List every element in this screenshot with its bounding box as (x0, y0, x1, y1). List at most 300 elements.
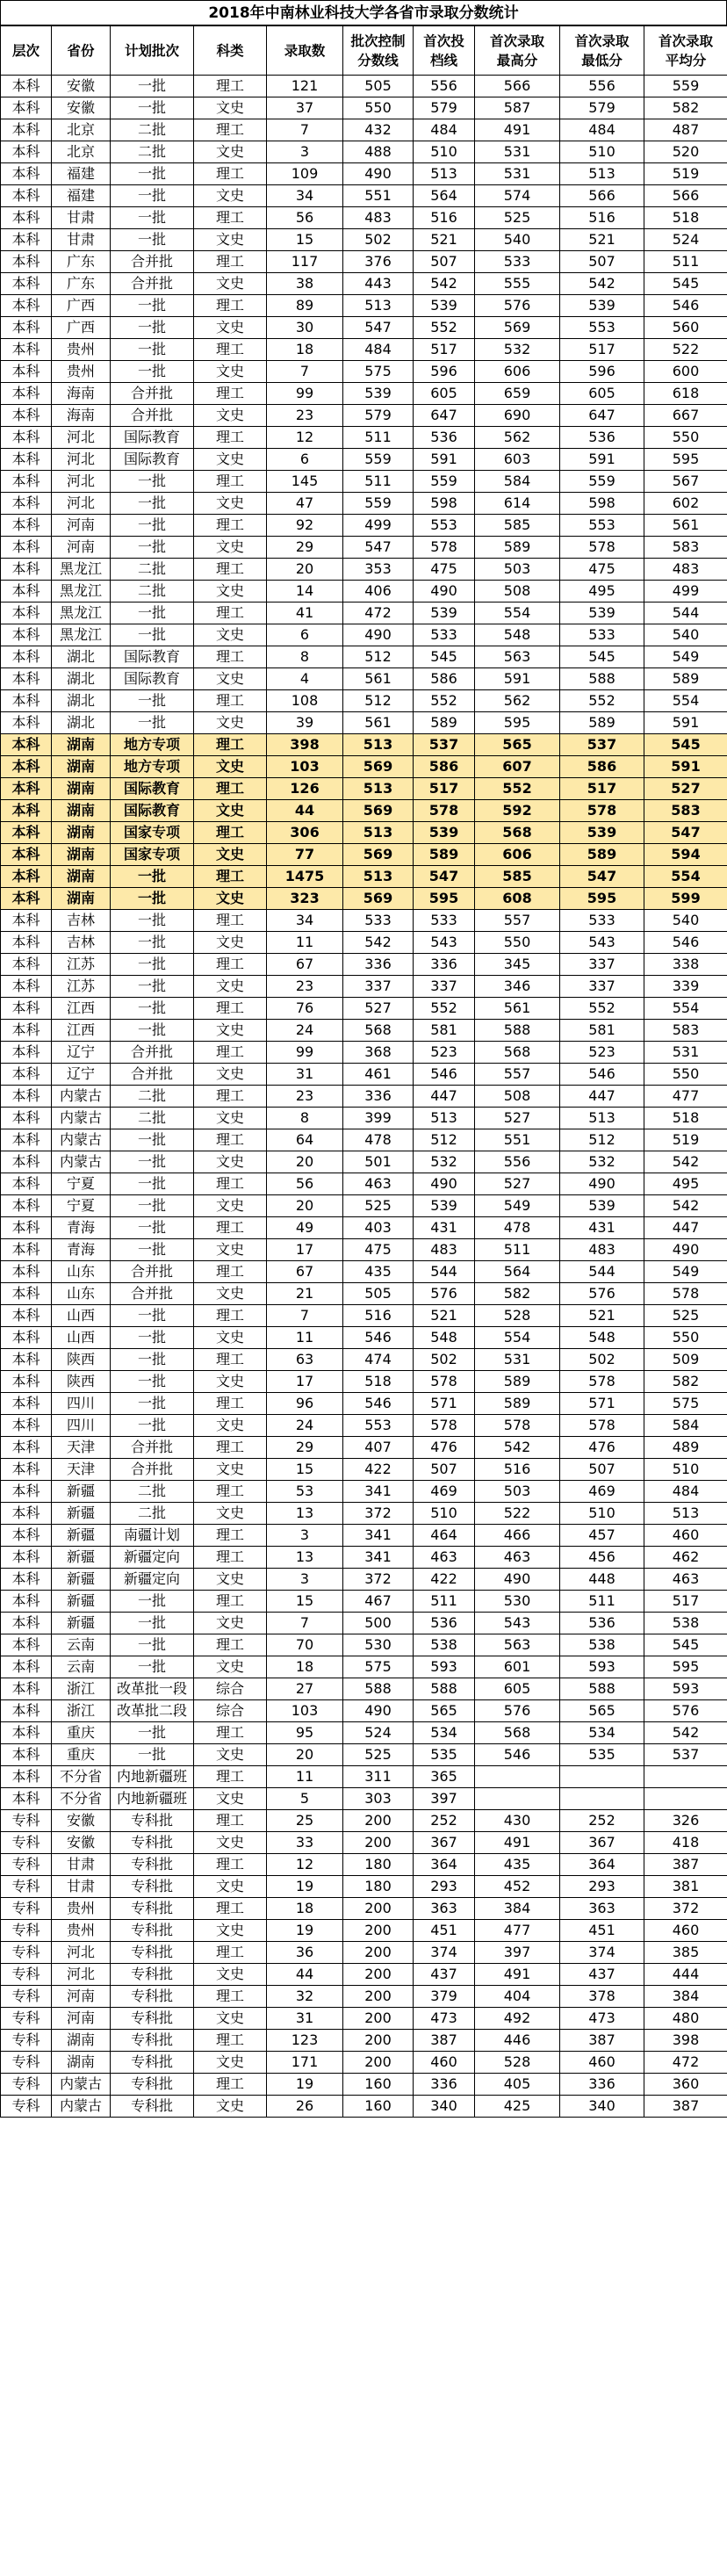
table-cell: 合并批 (111, 251, 194, 273)
table-cell: 533 (343, 910, 414, 932)
table-cell: 一批 (111, 998, 194, 1020)
table-cell: 507 (560, 1459, 644, 1481)
table-cell: 本科 (1, 559, 52, 581)
table-cell: 1475 (267, 866, 343, 888)
table-cell: 吉林 (52, 910, 111, 932)
table-cell: 591 (475, 668, 560, 690)
table-cell: 407 (343, 1437, 414, 1459)
table-cell: 本科 (1, 185, 52, 207)
table-cell: 理工 (194, 603, 267, 624)
table-row (1, 1832, 727, 1854)
table-row (1, 1656, 727, 1678)
table-cell: 19 (267, 1876, 343, 1898)
table-cell: 578 (414, 800, 475, 822)
table-row (1, 581, 727, 603)
table-cell: 贵州 (52, 361, 111, 383)
table-cell: 600 (644, 361, 727, 383)
table-cell: 520 (644, 141, 727, 163)
table-cell: 475 (343, 1239, 414, 1261)
table-cell: 491 (475, 119, 560, 141)
table-cell: 本科 (1, 1700, 52, 1722)
table-row (1, 668, 727, 690)
table-cell: 一批 (111, 317, 194, 339)
table-cell: 本科 (1, 207, 52, 229)
table-cell: 376 (343, 251, 414, 273)
table-cell: 湖南 (52, 2030, 111, 2052)
column-header: 计划批次 (111, 26, 194, 76)
table-cell: 四川 (52, 1415, 111, 1437)
table-cell: 一批 (111, 515, 194, 537)
table-cell: 专科批 (111, 1832, 194, 1854)
table-cell: 483 (414, 1239, 475, 1261)
table-cell: 589 (644, 668, 727, 690)
table-cell: 本科 (1, 317, 52, 339)
table-cell: 566 (644, 185, 727, 207)
table-cell: 200 (343, 1920, 414, 1942)
table-cell: 477 (475, 1920, 560, 1942)
table-cell: 本科 (1, 471, 52, 493)
table-cell: 568 (343, 1020, 414, 1042)
table-cell: 518 (644, 1108, 727, 1129)
table-cell: 579 (343, 405, 414, 427)
table-row (1, 1393, 727, 1415)
table-row (1, 1481, 727, 1503)
table-cell: 理工 (194, 339, 267, 361)
table-cell: 15 (267, 229, 343, 251)
table-cell: 578 (560, 800, 644, 822)
table-cell: 本科 (1, 690, 52, 712)
table-cell: 539 (414, 1195, 475, 1217)
table-cell: 一批 (111, 1217, 194, 1239)
table-cell: 27 (267, 1678, 343, 1700)
table-row (1, 2096, 727, 2118)
table-cell: 575 (343, 1656, 414, 1678)
table-cell: 不分省 (52, 1788, 111, 1810)
table-cell: 本科 (1, 141, 52, 163)
table-cell: 490 (343, 624, 414, 646)
table-row (1, 1898, 727, 1920)
table-row (1, 1108, 727, 1129)
table-cell: 467 (343, 1591, 414, 1613)
table-cell: 文史 (194, 537, 267, 559)
table-cell: 559 (560, 471, 644, 493)
table-cell: 内蒙古 (52, 1151, 111, 1173)
table-cell: 539 (414, 822, 475, 844)
table-cell: 湖南 (52, 734, 111, 756)
table-cell: 本科 (1, 1437, 52, 1459)
table-cell: 文史 (194, 1283, 267, 1305)
table-cell: 一批 (111, 932, 194, 954)
table-cell: 理工 (194, 1986, 267, 2008)
table-cell: 二批 (111, 1108, 194, 1129)
table-cell: 568 (475, 1722, 560, 1744)
table-cell: 460 (560, 2052, 644, 2074)
table-cell: 606 (475, 361, 560, 383)
table-cell: 513 (560, 1108, 644, 1129)
table-cell: 文史 (194, 888, 267, 910)
table-cell: 江西 (52, 1020, 111, 1042)
table-cell: 508 (475, 1086, 560, 1108)
table-cell: 本科 (1, 1591, 52, 1613)
table-cell: 384 (644, 1986, 727, 2008)
table-cell: 180 (343, 1876, 414, 1898)
table-row (1, 449, 727, 471)
table-cell: 本科 (1, 449, 52, 471)
table-cell: 123 (267, 2030, 343, 2052)
table-cell: 510 (414, 141, 475, 163)
table-row (1, 1722, 727, 1744)
table-cell: 江西 (52, 998, 111, 1020)
table-cell: 青海 (52, 1239, 111, 1261)
table-cell: 文史 (194, 932, 267, 954)
column-header: 省份 (52, 26, 111, 76)
table-cell: 578 (414, 537, 475, 559)
table-cell: 553 (414, 515, 475, 537)
table-cell: 河南 (52, 537, 111, 559)
table-cell: 160 (343, 2096, 414, 2118)
table-cell: 本科 (1, 866, 52, 888)
table-cell: 专科 (1, 1920, 52, 1942)
table-cell: 海南 (52, 405, 111, 427)
table-cell: 文史 (194, 1832, 267, 1854)
table-cell: 126 (267, 778, 343, 800)
table-cell: 500 (343, 1613, 414, 1634)
table-cell: 浙江 (52, 1700, 111, 1722)
table-cell: 64 (267, 1129, 343, 1151)
table-cell: 200 (343, 2008, 414, 2030)
table-cell: 15 (267, 1591, 343, 1613)
table-cell: 89 (267, 295, 343, 317)
table-cell: 538 (414, 1634, 475, 1656)
table-row (1, 76, 727, 97)
table-cell: 511 (644, 251, 727, 273)
table-cell: 586 (560, 756, 644, 778)
table-cell: 本科 (1, 954, 52, 976)
table-cell: 理工 (194, 1393, 267, 1415)
table-cell: 503 (475, 1481, 560, 1503)
table-cell: 理工 (194, 295, 267, 317)
table-cell: 二批 (111, 119, 194, 141)
table-cell: 160 (343, 2074, 414, 2096)
table-cell: 566 (475, 76, 560, 97)
table-row (1, 559, 727, 581)
table-cell: 地方专项 (111, 756, 194, 778)
table-cell: 17 (267, 1239, 343, 1261)
table-cell: 本科 (1, 976, 52, 998)
table-row (1, 251, 727, 273)
table-row (1, 1415, 727, 1437)
table-cell: 460 (644, 1920, 727, 1942)
table-cell: 文史 (194, 1371, 267, 1393)
table-cell: 549 (644, 1261, 727, 1283)
table-cell: 583 (644, 800, 727, 822)
table-cell: 国际教育 (111, 668, 194, 690)
table-cell: 603 (475, 449, 560, 471)
table-cell: 469 (414, 1481, 475, 1503)
table-cell: 文史 (194, 1459, 267, 1481)
table-cell: 一批 (111, 1327, 194, 1349)
table-cell: 533 (414, 624, 475, 646)
table-cell: 109 (267, 163, 343, 185)
table-cell: 483 (644, 559, 727, 581)
table-cell: 561 (644, 515, 727, 537)
table-cell: 560 (644, 317, 727, 339)
table-cell: 591 (644, 756, 727, 778)
table-row (1, 712, 727, 734)
table-cell: 363 (414, 1898, 475, 1920)
table-cell: 510 (560, 141, 644, 163)
table-cell: 理工 (194, 1898, 267, 1920)
table-cell: 湖北 (52, 646, 111, 668)
table-cell: 本科 (1, 844, 52, 866)
table-cell: 本科 (1, 778, 52, 800)
table-cell: 546 (343, 1393, 414, 1415)
table-cell: 5 (267, 1788, 343, 1810)
table-cell: 489 (644, 1437, 727, 1459)
table-cell: 本科 (1, 1788, 52, 1810)
table-cell: 595 (644, 449, 727, 471)
table-cell: 新疆定向 (111, 1547, 194, 1569)
table-cell: 专科 (1, 1832, 52, 1854)
table-row (1, 1854, 727, 1876)
table-cell: 336 (343, 954, 414, 976)
table-cell: 562 (475, 427, 560, 449)
table-cell: 新疆定向 (111, 1569, 194, 1591)
table-cell: 天津 (52, 1459, 111, 1481)
table-row (1, 185, 727, 207)
table-row (1, 778, 727, 800)
table-cell: 一批 (111, 1020, 194, 1042)
table-cell: 452 (475, 1876, 560, 1898)
table-cell: 539 (560, 1195, 644, 1217)
table-cell: 546 (644, 295, 727, 317)
table-row (1, 1086, 727, 1108)
table-cell: 589 (475, 537, 560, 559)
table-cell: 文史 (194, 1195, 267, 1217)
table-cell: 527 (343, 998, 414, 1020)
table-cell: 合并批 (111, 1437, 194, 1459)
table-cell: 510 (560, 1503, 644, 1525)
table-cell: 446 (475, 2030, 560, 2052)
table-cell: 578 (475, 1415, 560, 1437)
table-cell: 522 (644, 339, 727, 361)
table-cell: 3 (267, 141, 343, 163)
table-cell: 专科批 (111, 2008, 194, 2030)
table-cell: 562 (475, 690, 560, 712)
table-cell: 理工 (194, 2074, 267, 2096)
table-cell: 理工 (194, 1042, 267, 1064)
table-cell (475, 1766, 560, 1788)
table-cell: 一批 (111, 163, 194, 185)
table-cell: 理工 (194, 910, 267, 932)
table-row (1, 1700, 727, 1722)
table-cell: 542 (414, 273, 475, 295)
table-cell: 本科 (1, 1459, 52, 1481)
table-cell: 青海 (52, 1217, 111, 1239)
table-cell: 550 (644, 427, 727, 449)
table-cell: 56 (267, 1173, 343, 1195)
table-cell: 536 (414, 427, 475, 449)
table-cell: 431 (414, 1217, 475, 1239)
table-cell: 591 (644, 712, 727, 734)
table-cell: 530 (475, 1591, 560, 1613)
table-cell: 地方专项 (111, 734, 194, 756)
table-cell: 7 (267, 1305, 343, 1327)
table-row (1, 405, 727, 427)
table-cell: 460 (414, 2052, 475, 2074)
table-cell: 578 (560, 1371, 644, 1393)
table-cell: 新疆 (52, 1503, 111, 1525)
table-cell: 本科 (1, 1613, 52, 1634)
table-cell: 381 (644, 1876, 727, 1898)
table-cell: 582 (475, 1283, 560, 1305)
table-cell: 507 (560, 251, 644, 273)
table-cell: 364 (560, 1854, 644, 1876)
table-cell: 32 (267, 1986, 343, 2008)
table-cell: 552 (414, 690, 475, 712)
table-cell: 509 (644, 1349, 727, 1371)
table-cell: 539 (560, 603, 644, 624)
table-cell: 专科批 (111, 1854, 194, 1876)
table-cell: 103 (267, 1700, 343, 1722)
table-cell: 4 (267, 668, 343, 690)
table-row (1, 1613, 727, 1634)
table-cell: 463 (343, 1173, 414, 1195)
table-cell: 改革批二段 (111, 1700, 194, 1722)
table-cell: 31 (267, 2008, 343, 2030)
table-cell: 理工 (194, 1305, 267, 1327)
table-cell: 457 (560, 1525, 644, 1547)
table-cell: 95 (267, 1722, 343, 1744)
table-cell: 内蒙古 (52, 1108, 111, 1129)
table-cell: 387 (560, 2030, 644, 2052)
table-cell: 内蒙古 (52, 2074, 111, 2096)
table-cell: 99 (267, 1042, 343, 1064)
table-cell: 30 (267, 317, 343, 339)
table-cell: 495 (560, 581, 644, 603)
table-cell: 525 (343, 1744, 414, 1766)
table-cell: 重庆 (52, 1744, 111, 1766)
table-cell: 国际教育 (111, 800, 194, 822)
table-cell: 108 (267, 690, 343, 712)
table-cell: 588 (475, 1020, 560, 1042)
table-cell: 544 (644, 603, 727, 624)
table-cell: 文史 (194, 1064, 267, 1086)
table-cell: 29 (267, 1437, 343, 1459)
table-cell: 理工 (194, 1766, 267, 1788)
table-cell: 341 (343, 1525, 414, 1547)
table-cell: 200 (343, 1964, 414, 1986)
table-cell: 571 (560, 1393, 644, 1415)
table-cell: 563 (475, 646, 560, 668)
table-cell: 503 (475, 559, 560, 581)
table-cell: 550 (343, 97, 414, 119)
table-cell: 一批 (111, 1349, 194, 1371)
table-cell: 理工 (194, 559, 267, 581)
column-header: 首次录取 最高分 (475, 26, 560, 76)
table-cell: 398 (644, 2030, 727, 2052)
table-cell: 578 (644, 1283, 727, 1305)
table-cell: 528 (475, 1305, 560, 1327)
table-row (1, 471, 727, 493)
table-cell: 554 (644, 998, 727, 1020)
table-cell: 589 (560, 712, 644, 734)
table-cell: 546 (644, 932, 727, 954)
table-cell: 文史 (194, 493, 267, 515)
table-cell: 545 (560, 646, 644, 668)
table-cell: 内蒙古 (52, 2096, 111, 2118)
table-cell: 491 (475, 1964, 560, 1986)
table-row (1, 1766, 727, 1788)
table-cell: 一批 (111, 493, 194, 515)
table-cell: 本科 (1, 1173, 52, 1195)
table-cell: 451 (560, 1920, 644, 1942)
table-cell: 38 (267, 273, 343, 295)
table-cell: 新疆 (52, 1547, 111, 1569)
table-cell: 文史 (194, 668, 267, 690)
table-cell: 524 (343, 1722, 414, 1744)
table-cell: 合并批 (111, 1064, 194, 1086)
table-cell: 文史 (194, 141, 267, 163)
column-header: 首次录取 最低分 (560, 26, 644, 76)
table-cell: 525 (475, 207, 560, 229)
table-cell: 专科 (1, 1898, 52, 1920)
table-cell: 556 (475, 1151, 560, 1173)
table-cell: 306 (267, 822, 343, 844)
table-cell: 文史 (194, 2052, 267, 2074)
table-cell: 535 (560, 1744, 644, 1766)
table-cell: 473 (560, 2008, 644, 2030)
table-cell: 602 (644, 493, 727, 515)
table-cell: 广东 (52, 273, 111, 295)
table-cell: 576 (475, 295, 560, 317)
table-cell: 专科 (1, 1964, 52, 1986)
table-cell: 552 (560, 998, 644, 1020)
table-cell: 547 (414, 866, 475, 888)
table-row (1, 1042, 727, 1064)
table-cell: 专科 (1, 1876, 52, 1898)
table-row (1, 1634, 727, 1656)
table-cell: 476 (414, 1437, 475, 1459)
table-cell: 451 (414, 1920, 475, 1942)
table-cell: 文史 (194, 1151, 267, 1173)
table-cell: 589 (414, 712, 475, 734)
table-cell: 本科 (1, 97, 52, 119)
table-cell: 本科 (1, 910, 52, 932)
table-row (1, 163, 727, 185)
table-cell: 本科 (1, 1349, 52, 1371)
table-cell: 527 (644, 778, 727, 800)
table-cell: 444 (644, 1964, 727, 1986)
table-cell: 专科批 (111, 1986, 194, 2008)
table-cell: 甘肃 (52, 1876, 111, 1898)
table-cell: 326 (644, 1810, 727, 1832)
table-cell: 200 (343, 1898, 414, 1920)
table-cell: 本科 (1, 581, 52, 603)
table-cell: 河北 (52, 1942, 111, 1964)
table-cell: 483 (343, 207, 414, 229)
table-cell: 443 (343, 273, 414, 295)
table-cell: 549 (644, 646, 727, 668)
table-cell: 476 (560, 1437, 644, 1459)
table-cell: 472 (644, 2052, 727, 2074)
table-cell: 本科 (1, 1766, 52, 1788)
table-cell: 545 (644, 273, 727, 295)
table-cell: 551 (343, 185, 414, 207)
table-cell: 理工 (194, 954, 267, 976)
table-cell: 353 (343, 559, 414, 581)
table-cell: 591 (560, 449, 644, 471)
